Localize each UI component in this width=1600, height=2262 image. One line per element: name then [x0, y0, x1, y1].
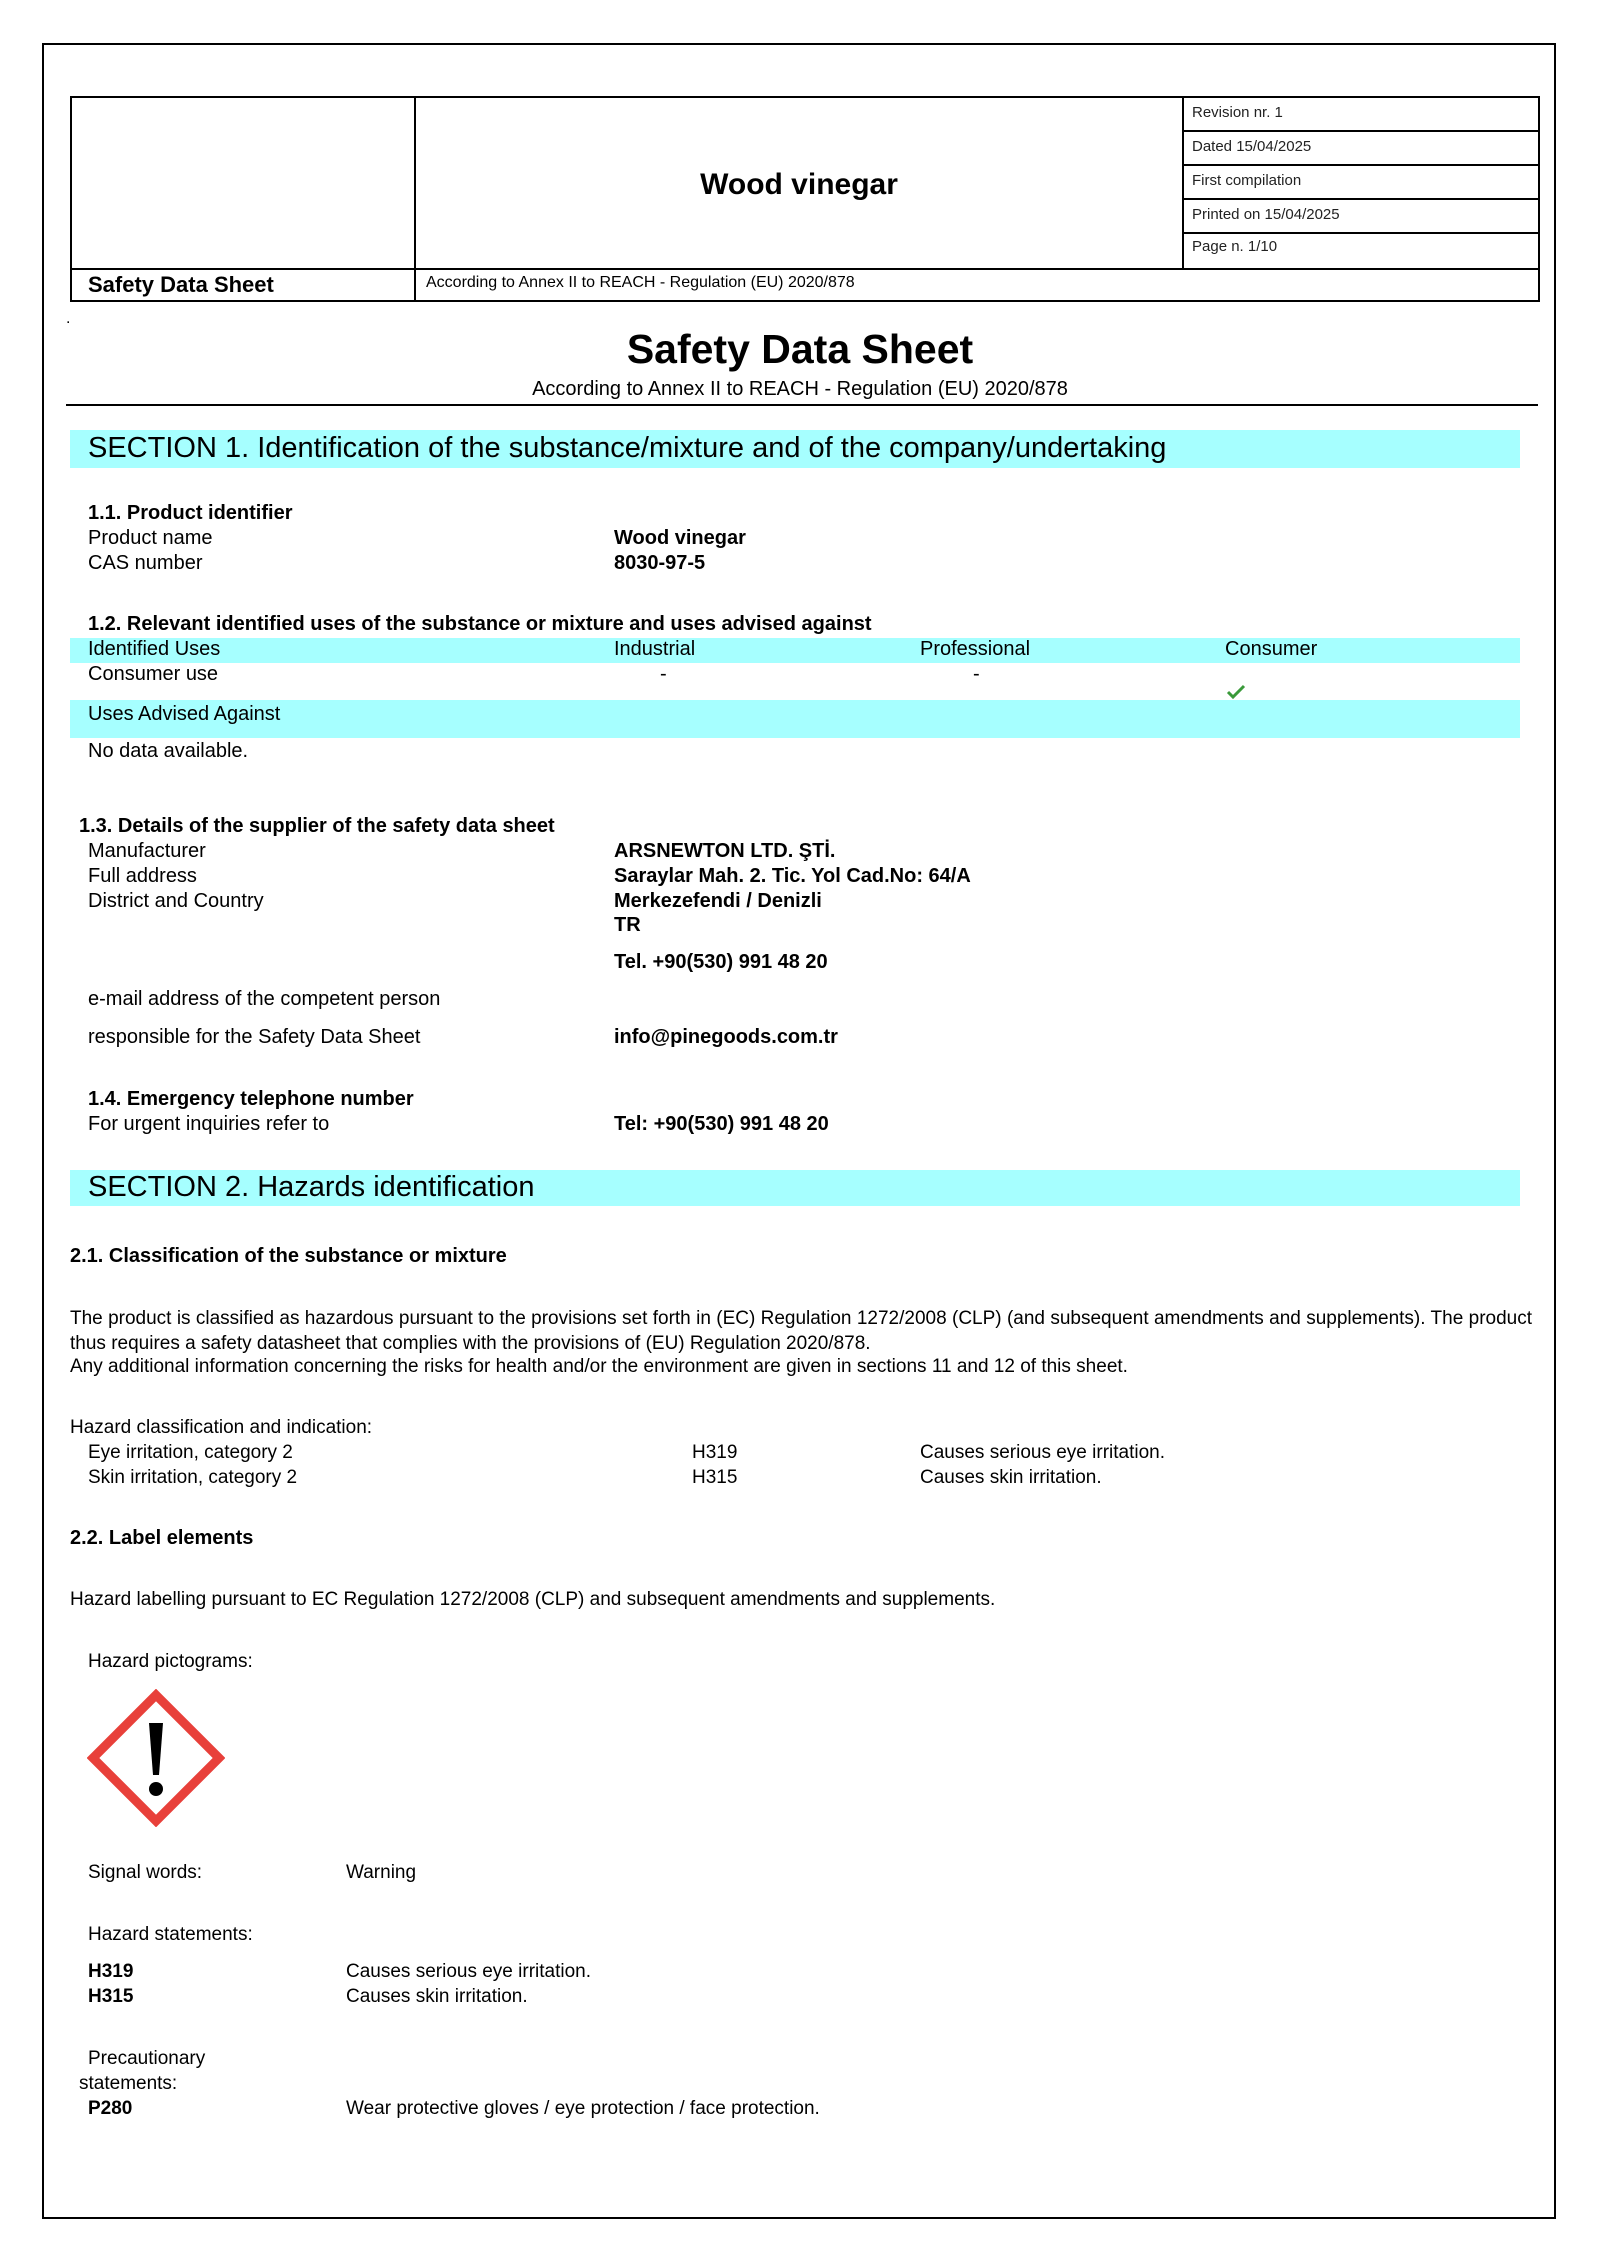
row-consumer-use: Consumer use	[88, 663, 219, 685]
s21-heading: 2.1. Classification of the substance or mixture	[70, 1245, 507, 1267]
address-label: Full address	[88, 865, 197, 887]
cas-label: CAS number	[88, 552, 203, 574]
classification-paragraph: The product is classified as hazardous pursuant to the provisions set forth in (EC) Regulation 1272/2008 (CLP) (and subsequent amendments and supplements). The product thus requires a safety datasheet that complies with the provisions of (EU) Regulation 2020/878.	[70, 1308, 1532, 1354]
s13-heading: 1.3. Details of the supplier of the safety data sheet	[79, 815, 555, 837]
exclamation-mark-pictogram-icon	[87, 1689, 225, 1827]
header-divider	[1182, 198, 1538, 200]
additional-info-text: Any additional information concerning the risks for health and/or the environment are given in sections 11 and 12 of this sheet.	[70, 1356, 1128, 1377]
header-dated: Dated 15/04/2025	[1192, 138, 1312, 155]
precautionary-label-2: statements:	[79, 2073, 178, 2094]
address-value: Saraylar Mah. 2. Tic. Yol Cad.No: 64/A	[614, 865, 971, 887]
district-label: District and Country	[88, 890, 264, 912]
product-name-value: Wood vinegar	[614, 527, 746, 549]
manufacturer-label: Manufacturer	[88, 840, 206, 862]
header-divider	[1182, 164, 1538, 166]
emergency-label: For urgent inquiries refer to	[88, 1113, 330, 1135]
hazard-statement-text: Causes skin irritation.	[346, 1986, 528, 2007]
product-name-label: Product name	[88, 527, 213, 549]
precautionary-label-1: Precautionary	[88, 2048, 206, 2069]
header-first-compilation: First compilation	[1192, 172, 1302, 189]
uses-advised-band	[70, 700, 1520, 738]
precautionary-code: P280	[88, 2098, 133, 2119]
header-revision: Revision nr. 1	[1192, 104, 1283, 121]
hazard-statement-code: H315	[88, 1986, 134, 2007]
emergency-tel: Tel: +90(530) 991 48 20	[614, 1113, 829, 1135]
row-industrial-value: -	[660, 663, 667, 685]
hazard-statement-text: Causes serious eye irritation.	[346, 1961, 591, 1982]
signal-word-value: Warning	[346, 1862, 417, 1883]
hazard-statements-label: Hazard statements:	[88, 1924, 253, 1945]
manufacturer-value: ARSNEWTON LTD. ŞTİ.	[614, 840, 836, 862]
s11-heading: 1.1. Product identifier	[88, 502, 293, 524]
header-divider	[72, 268, 1538, 270]
col-professional: Professional	[920, 638, 1031, 660]
s22-heading: 2.2. Label elements	[70, 1527, 254, 1549]
email-label-1: e-mail address of the competent person	[88, 988, 441, 1010]
checkmark-icon	[1226, 684, 1246, 700]
precautionary-text: Wear protective gloves / eye protection / face protection.	[346, 2098, 820, 2119]
header-printed: Printed on 15/04/2025	[1192, 206, 1340, 223]
header-doc-label: Safety Data Sheet	[88, 272, 274, 297]
supplier-tel: Tel. +90(530) 991 48 20	[614, 951, 828, 973]
hazard-class-text: Causes serious eye irritation.	[920, 1442, 1165, 1463]
email-label-2: responsible for the Safety Data Sheet	[88, 1026, 421, 1048]
stray-dot: .	[66, 310, 71, 327]
col-identified-uses: Identified Uses	[88, 638, 221, 660]
section-2-title: SECTION 2. Hazards identification	[88, 1171, 535, 1203]
page-subtitle: According to Annex II to REACH - Regulation (EU) 2020/878	[532, 378, 1068, 400]
header-page-number: Page n. 1/10	[1192, 238, 1278, 255]
row-professional-value: -	[973, 663, 980, 685]
header-box	[70, 96, 1540, 302]
s14-heading: 1.4. Emergency telephone number	[88, 1088, 414, 1110]
signal-words-label: Signal words:	[88, 1862, 203, 1883]
hazard-statement-code: H319	[88, 1961, 134, 1982]
title-rule	[66, 404, 1538, 406]
country-value: TR	[614, 914, 641, 936]
pictograms-label: Hazard pictograms:	[88, 1651, 253, 1672]
hazard-class-name: Skin irritation, category 2	[88, 1467, 298, 1488]
email-value: info@pinegoods.com.tr	[614, 1026, 838, 1048]
labelling-intro: Hazard labelling pursuant to EC Regulation 1272/2008 (CLP) and subsequent amendments and supplements.	[70, 1589, 996, 1610]
s12-heading: 1.2. Relevant identified uses of the substance or mixture and uses advised against	[88, 613, 872, 635]
page-title: Safety Data Sheet	[626, 326, 974, 372]
header-product-title: Wood vinegar	[700, 168, 898, 201]
hazard-class-code: H315	[692, 1467, 738, 1488]
hazard-class-label: Hazard classification and indication:	[70, 1417, 373, 1438]
uses-advised-against: Uses Advised Against	[88, 703, 281, 725]
section-1-title: SECTION 1. Identification of the substance/mixture and of the company/undertaking	[88, 432, 1167, 464]
header-regulation: According to Annex II to REACH - Regulation (EU) 2020/878	[426, 274, 855, 291]
no-data-text: No data available.	[88, 740, 249, 762]
hazard-class-text: Causes skin irritation.	[920, 1467, 1102, 1488]
hazard-class-name: Eye irritation, category 2	[88, 1442, 293, 1463]
header-divider	[1182, 232, 1538, 234]
col-industrial: Industrial	[614, 638, 696, 660]
col-consumer: Consumer	[1225, 638, 1318, 660]
cas-value: 8030-97-5	[614, 552, 706, 574]
header-divider	[1182, 130, 1538, 132]
hazard-class-code: H319	[692, 1442, 738, 1463]
district-value: Merkezefendi / Denizli	[614, 890, 822, 912]
